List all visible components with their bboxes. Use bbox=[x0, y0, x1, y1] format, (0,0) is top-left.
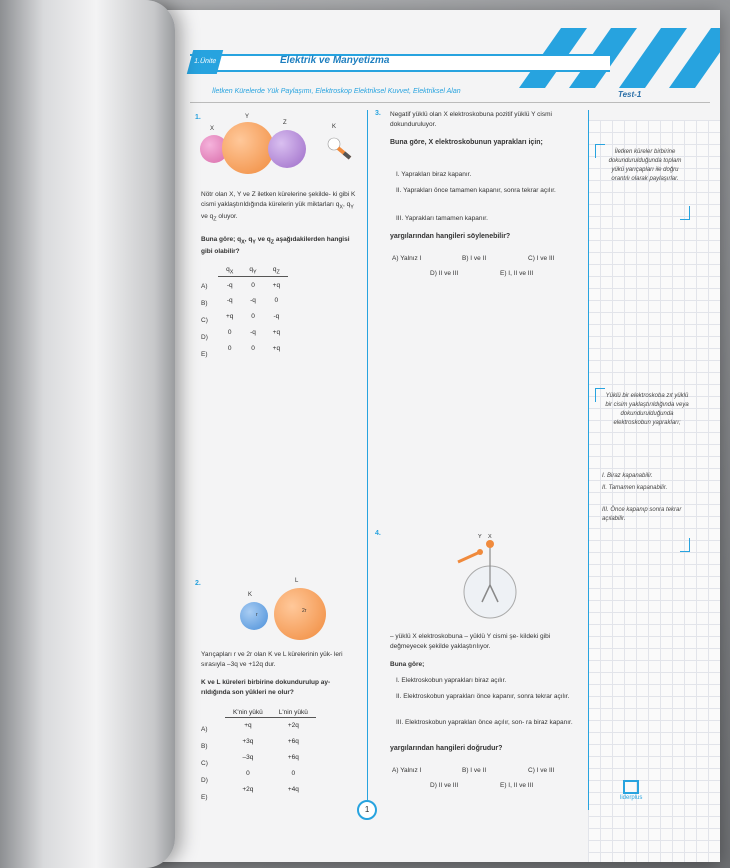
q3-option-a: A) Yalnız I bbox=[392, 255, 422, 262]
q4-item-1: I. Elektroskobun yaprakları biraz açılır. bbox=[396, 677, 507, 684]
question-1-number: 1. bbox=[195, 114, 201, 121]
answer-cell: -q bbox=[250, 297, 256, 305]
answer-option-letter[interactable]: D) bbox=[201, 334, 208, 341]
answer-option-letter[interactable]: C) bbox=[201, 760, 208, 767]
label-z: Z bbox=[283, 120, 287, 126]
question-3-prompt: Buna göre, X elektroskobunun yaprakları için; bbox=[390, 139, 543, 146]
logo-text: liderplus bbox=[620, 795, 643, 801]
answer-cell: +6q bbox=[287, 754, 299, 761]
q3-item-2: II. Yaprakları önce tamamen kapanır, sonra tekrar açılır. bbox=[396, 187, 556, 194]
page-curl bbox=[0, 0, 175, 868]
header-k-charge: K'nin yükü bbox=[225, 708, 271, 718]
q3-item-1: I. Yaprakları biraz kapanır. bbox=[396, 171, 472, 178]
answer-option-letter[interactable]: B) bbox=[201, 300, 208, 307]
answer-cell: –3q bbox=[242, 754, 254, 761]
answer-cell: +2q bbox=[242, 786, 254, 793]
answer-cell: 0 bbox=[227, 329, 232, 337]
answer-cell: 0 bbox=[251, 313, 255, 321]
question-4-text: – yüklü X elektroskobuna – yüklü Y cismi şe- kildeki gibi değmeyecek şekilde yaklaştırılıyor. bbox=[390, 633, 551, 650]
label-y4: Y bbox=[478, 534, 482, 540]
answer-cell: +q bbox=[272, 345, 281, 353]
note-1: İletken küreler birbirine dokundurulduğunda toplam yükü yarıçapları ile doğru orantılı olarak paylaşırlar. bbox=[608, 149, 682, 182]
question-2-number: 2. bbox=[195, 580, 201, 587]
answer-cell: +6q bbox=[287, 738, 299, 745]
q4-item-3: III. Elektroskobun yaprakları önce açılır, son- ra biraz kapanır. bbox=[396, 719, 573, 726]
answer-option-letter[interactable]: E) bbox=[201, 794, 208, 801]
question-4-prompt: Buna göre; bbox=[390, 661, 425, 668]
sphere-z bbox=[268, 130, 306, 168]
question-1-prompt: Buna göre; $q_X$, $q_Y$ ve $q_Z$ aşağıdakilerden hangisi gibi olabilir? bbox=[201, 236, 350, 256]
header-qz: $q_Z$ bbox=[265, 265, 288, 277]
sphere-y bbox=[222, 122, 274, 174]
answer-cell: -q bbox=[250, 329, 256, 337]
answer-option-letter[interactable]: A) bbox=[201, 726, 208, 733]
radius-r: r bbox=[256, 612, 258, 618]
label-k: K bbox=[332, 124, 337, 130]
radius-2r: 2r bbox=[302, 608, 307, 614]
label-k2: K bbox=[248, 592, 253, 598]
answer-cell: 0 bbox=[251, 345, 255, 353]
answer-row bbox=[225, 782, 316, 798]
answer-cell: +q bbox=[272, 329, 281, 337]
page-subtitle: İletken Kürelerde Yük Paylaşımı, Elektroskop Elektriksel Kuvvet, Elektriksel Alan bbox=[212, 88, 461, 95]
q4-option-d: D) II ve III bbox=[430, 782, 459, 789]
page-number-text: 1 bbox=[364, 804, 370, 814]
answer-cell: -q bbox=[226, 297, 233, 305]
q4-item-2: II. Elektroskobun yaprakları önce kapanır, sonra tekrar açılır. bbox=[396, 693, 570, 700]
unit-tab: 1.Ünite bbox=[187, 50, 223, 74]
answer-row bbox=[225, 766, 316, 782]
electroscope-diagram bbox=[450, 530, 530, 620]
q4-option-c: C) I ve III bbox=[528, 767, 555, 774]
question-1-table bbox=[218, 265, 288, 357]
question-1-text: Nötr olan X, Y ve Z iletken kürelerine şekilde- ki gibi K cismi yaklaştırıldığında kürelerin yük miktarları $q_X$, $q_Y$ ve $q_Z$ oluyor. bbox=[201, 191, 356, 223]
question-2-text: Yarıçapları r ve 2r olan K ve L kürelerinin yük- leri sırasıyla –3q ve +12q dur. bbox=[201, 651, 343, 668]
page-number bbox=[353, 796, 381, 824]
logo-icon bbox=[623, 780, 639, 794]
label-x: X bbox=[210, 126, 215, 132]
answer-cell: 0 bbox=[251, 281, 255, 289]
q4-option-e: E) I, II ve III bbox=[500, 782, 534, 789]
notes-divider bbox=[588, 110, 589, 810]
q3-option-e: E) I, II ve III bbox=[500, 270, 534, 277]
answer-cell: -q bbox=[226, 281, 233, 289]
answer-row bbox=[218, 325, 288, 341]
answer-row bbox=[218, 293, 288, 309]
answer-cell: 0 bbox=[227, 345, 232, 353]
header-qy: $q_Y$ bbox=[241, 265, 264, 277]
header-l-charge: L'nin yükü bbox=[271, 708, 316, 718]
answer-cell: +q bbox=[226, 313, 234, 321]
answer-row bbox=[218, 341, 288, 357]
question-2-prompt: K ve L küreleri birbirine dokundurulup ay- rıldığında son yükleri ne olur? bbox=[201, 679, 331, 696]
header-divider bbox=[190, 102, 710, 103]
note-1-bracket-bottom bbox=[680, 206, 690, 220]
answer-cell: -q bbox=[273, 313, 280, 321]
label-x4: X bbox=[488, 534, 492, 540]
header-bar bbox=[190, 54, 610, 72]
test-label: Test-1 bbox=[618, 90, 642, 99]
answer-cell: +3q bbox=[242, 738, 254, 745]
note-2-item-2: II. Tamamen kapanabilir. bbox=[602, 485, 668, 491]
question-2-table bbox=[225, 708, 316, 798]
answer-row bbox=[225, 718, 316, 734]
answer-option-letter[interactable]: B) bbox=[201, 743, 208, 750]
answer-cell: 0 bbox=[274, 297, 279, 305]
question-4-number: 4. bbox=[375, 530, 381, 537]
answer-option-letter[interactable]: D) bbox=[201, 777, 208, 784]
answer-option-letter[interactable]: C) bbox=[201, 317, 208, 324]
column-divider bbox=[367, 110, 368, 810]
q4-option-a: A) Yalnız I bbox=[392, 767, 422, 774]
answer-cell: +q bbox=[244, 722, 252, 730]
answer-cell: +2q bbox=[287, 722, 299, 730]
label-y: Y bbox=[245, 114, 250, 120]
q3-option-d: D) II ve III bbox=[430, 270, 459, 277]
answer-cell: 0 bbox=[291, 770, 296, 777]
question-3-text: Negatif yüklü olan X elektroskobuna pozitif yüklü Y cismi dokunduruluyor. bbox=[390, 111, 552, 128]
publisher-logo bbox=[620, 780, 642, 801]
label-l2: L bbox=[295, 578, 299, 584]
sphere-l bbox=[274, 588, 326, 640]
answer-cell: +q bbox=[272, 281, 281, 289]
answer-cell: 0 bbox=[246, 770, 250, 777]
q3-option-c: C) I ve III bbox=[528, 255, 555, 262]
header-qx: $q_X$ bbox=[218, 265, 241, 277]
sphere-k bbox=[240, 602, 268, 630]
note-2-item-1: I. Biraz kapanabilir. bbox=[602, 473, 653, 479]
answer-cell: +4q bbox=[287, 786, 299, 793]
q4-ask: yargılarından hangileri doğrudur? bbox=[390, 745, 503, 752]
answer-row bbox=[218, 309, 288, 325]
charged-rod-k bbox=[320, 132, 354, 162]
answer-option-letter[interactable]: E) bbox=[201, 351, 208, 358]
note-2-bracket-bottom bbox=[680, 538, 690, 552]
answer-option-letter[interactable]: A) bbox=[201, 283, 208, 290]
q3-option-b: B) I ve II bbox=[462, 255, 487, 262]
q3-item-3: III. Yaprakları tamamen kapanır. bbox=[396, 215, 488, 222]
note-2-item-3: III. Önce kapanıp sonra tekrar açılabilir. bbox=[602, 507, 682, 522]
question-3-number: 3. bbox=[375, 110, 381, 117]
note-2-intro: Yüklü bir elektroskoba zıt yüklü bir cisim yaklaştırıldığında veya dokundurulduğunda elektroskobun yaprakları; bbox=[605, 393, 689, 426]
q4-option-b: B) I ve II bbox=[462, 767, 487, 774]
answer-row bbox=[225, 734, 316, 750]
workbook-page bbox=[150, 10, 720, 862]
answer-row bbox=[218, 277, 288, 293]
answer-row bbox=[225, 750, 316, 766]
q3-ask: yargılarından hangileri söylenebilir? bbox=[390, 233, 511, 240]
page-title: Elektrik ve Manyetizma bbox=[280, 55, 390, 66]
